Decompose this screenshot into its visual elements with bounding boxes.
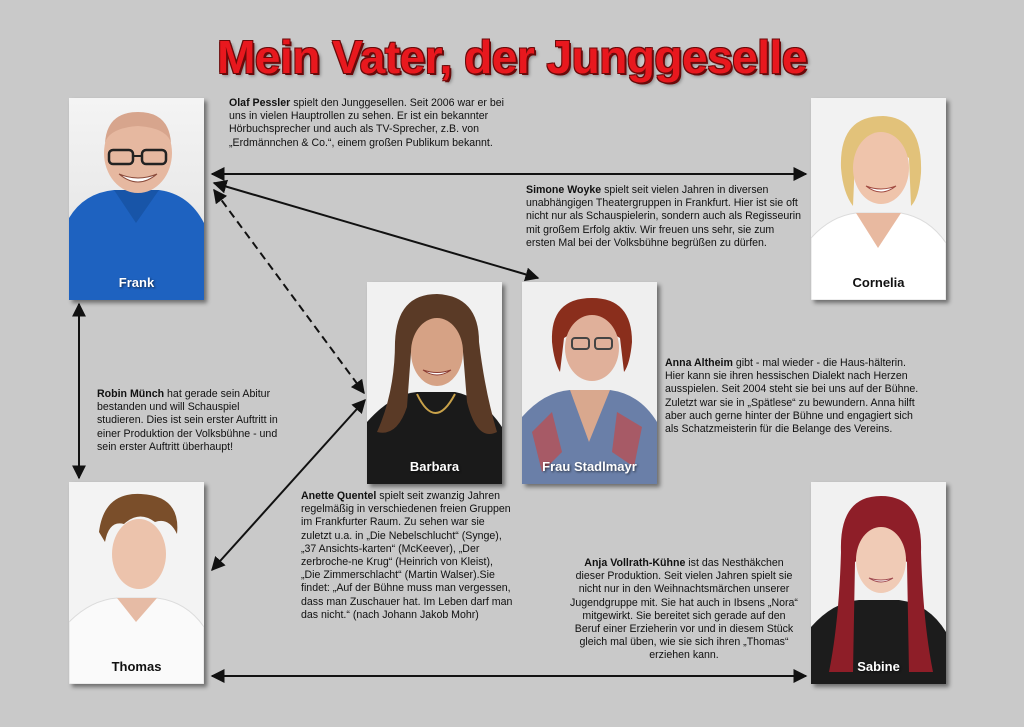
photo-sabine <box>811 482 946 684</box>
bio-text: gibt - mal wieder - die Haus-hälterin. Hier kann sie ihren hessischen Dialekt nach Herzen ausspielen. Seit 2004 steht sie bei uns auf der Bühne. Zuletzt war sie in „Spätlese“ zu bewundern. Anna hilft aber auch gerne hinter der Bühne und engagiert sich als Schatzmeisterin für die Belange des Vereins. <box>665 357 919 436</box>
role-name-frank: Frank <box>118 275 155 290</box>
role-name-cornelia: Cornelia <box>852 275 905 290</box>
page-title: Mein Vater, der Junggeselle <box>217 31 807 83</box>
actor-name: Robin Münch <box>97 388 165 400</box>
bio-text: spielt seit vielen Jahren in diversen unabhängigen Theatergruppen in Frankfurt. Hier ist sie oft nicht nur als Schauspielerin, sondern auch als Regisseurin mit großem Erfolg aktiv. Wir freuen uns sehr, sie zum ersten Mal bei der Volksbühne begrüßen zu dürfen. <box>526 184 802 249</box>
bio-simone-woyke <box>526 184 804 250</box>
bio-text: ist das Nesthäkchen dieser Produktion. Seit vielen Jahren spielt sie nicht nur in den Weihnachtsmärchen unserer Jugendgruppe mit. Sie hat auch in Ibsens „Nora“ mitgewirkt. Sie bereitet sich gerade auf den Beruf einer Erzieherin vor und in diesem Stück gleich mal üben, wie sie sich ihren „Thomas“ erziehen kann. <box>570 557 798 662</box>
portrait-sabine-icon <box>811 482 946 684</box>
actor-name: Anette Quentel <box>301 490 377 502</box>
role-name-barbara: Barbara <box>409 459 460 474</box>
bio-robin-muench <box>97 388 282 454</box>
bio-text: spielt den Junggesellen. Seit 2006 war er bei uns in vielen Hauptrollen zu sehen. Er ist ein bekannter Hörbuchsprecher und auch als TV-Sprecher, z.B. von „Erdmännchen & Co.“, einem großen Publikum bekannt. <box>229 97 505 149</box>
arrow-frank-frau-stadlmayr <box>214 183 538 278</box>
bio-text: hat gerade sein Abitur bestanden und will Schauspiel studieren. Dies ist sein erster Auftritt in einer Produktion der Volksbühne - und sein erster Auftritt überhaupt! <box>97 388 278 453</box>
photo-cornelia <box>811 98 946 300</box>
bio-anette-quentel <box>301 490 513 622</box>
role-name-sabine: Sabine <box>857 659 900 674</box>
photo-frank <box>69 98 204 300</box>
portrait-thomas-icon <box>69 482 204 684</box>
actor-name: Anna Altheim <box>665 357 733 369</box>
portrait-frank-icon <box>69 98 204 300</box>
bio-anja-vollrath-kuehne <box>570 557 798 663</box>
actor-name: Olaf Pessler <box>229 97 291 109</box>
role-name-frau-stadlmayr: Frau Stadlmayr <box>542 459 637 474</box>
bio-anna-altheim <box>665 357 927 436</box>
portrait-cornelia-icon <box>811 98 946 300</box>
portrait-barbara-icon <box>367 282 502 484</box>
actor-name: Simone Woyke <box>526 184 602 196</box>
photo-barbara <box>367 282 502 484</box>
photo-frau-stadlmayr <box>522 282 657 484</box>
photo-thomas <box>69 482 204 684</box>
role-name-thomas: Thomas <box>111 659 162 674</box>
actor-name: Anja Vollrath-Kühne <box>584 557 686 569</box>
portrait-frau-stadlmayr-icon <box>522 282 657 484</box>
bio-text: spielt seit zwanzig Jahren regelmäßig in verschiedenen freien Gruppen im Frankfurter Raum. Zu sehen war sie zuletzt u.a. in „Die Nebelschlucht“ (Synge), „37 Ansichts-karten“ (McKeever), „Der zerbroche-ne Krug“ (Heinrich von Kleist), „Die Zimmerschlacht“ (Martin Walser).Sie findet: „Auf der Bühne muss man vergessen, dass man Zuschauer hat. Im Leben darf man das nicht.“ (nach Johann Jakob Mohr) <box>301 490 513 621</box>
bio-olaf-pessler <box>229 97 509 150</box>
